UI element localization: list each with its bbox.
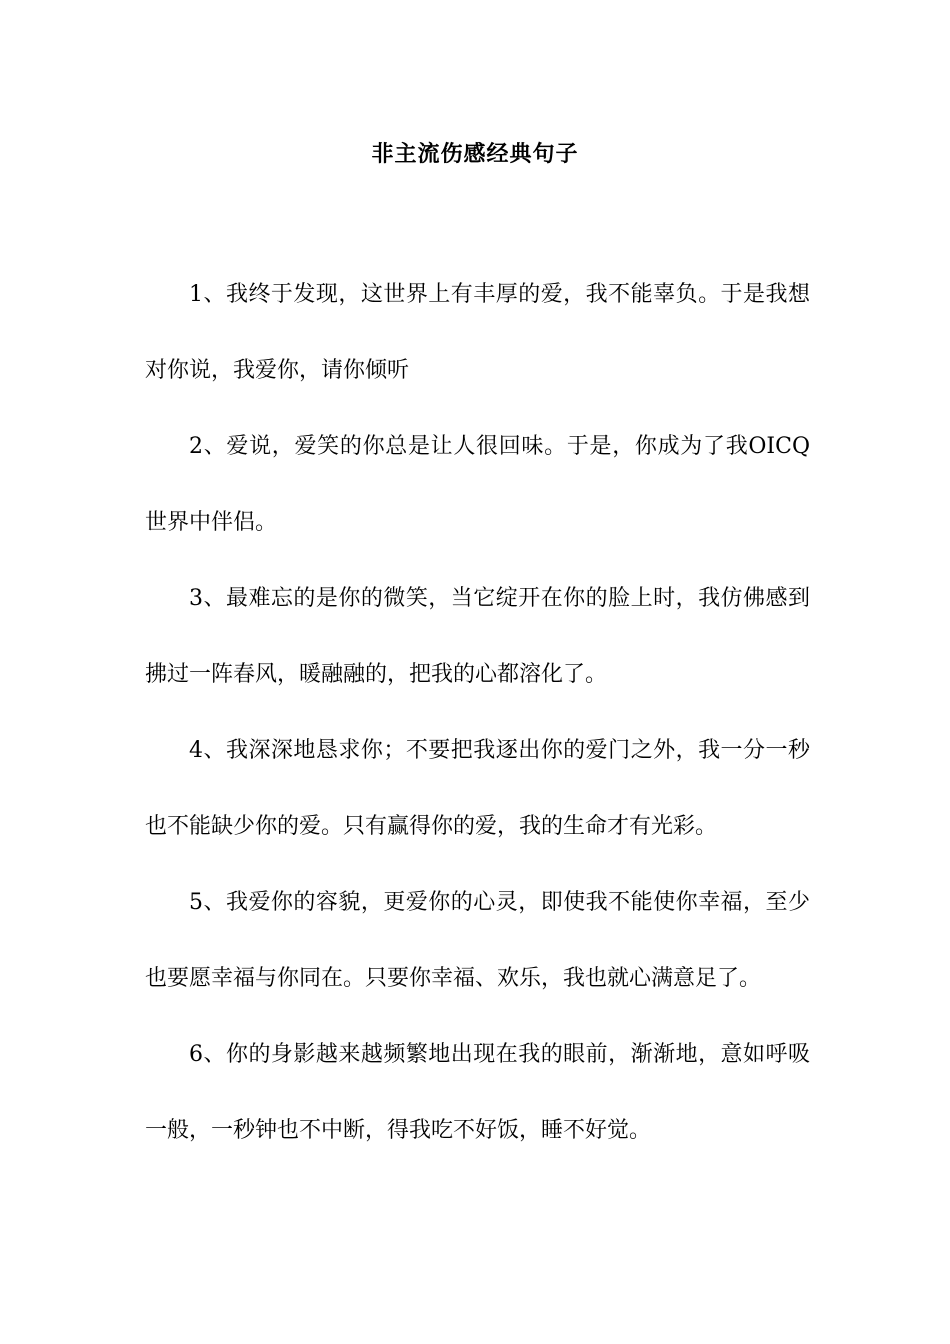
- paragraph-2: 2、爱说，爱笑的你总是让人很回味。于是，你成为了我OICQ世界中伴侣。: [145, 434, 810, 535]
- document-title: 非主流伤感经典句子: [371, 141, 579, 167]
- document-body: [145, 257, 810, 1169]
- paragraph-1: 1、我终于发现，这世界上有丰厚的爱，我不能辜负。于是我想对你说，我爱你，请你倾听: [145, 282, 810, 383]
- paragraph-4: 4、我深深地恳求你；不要把我逐出你的爱门之外，我一分一秒也不能缺少你的爱。只有赢得你的爱，我的生命才有光彩。: [145, 738, 810, 839]
- paragraph-3: 3、最难忘的是你的微笑，当它绽开在你的脸上时，我仿佛感到拂过一阵春风，暖融融的，把我的心都溶化了。: [145, 586, 810, 687]
- paragraph-5: 5、我爱你的容貌，更爱你的心灵，即使我不能使你幸福，至少也要愿幸福与你同在。只要你幸福、欢乐，我也就心满意足了。: [145, 890, 810, 991]
- paragraph-6: 6、你的身影越来越频繁地出现在我的眼前，渐渐地，意如呼吸一般，一秒钟也不中断，得我吃不好饭，睡不好觉。: [145, 1042, 810, 1143]
